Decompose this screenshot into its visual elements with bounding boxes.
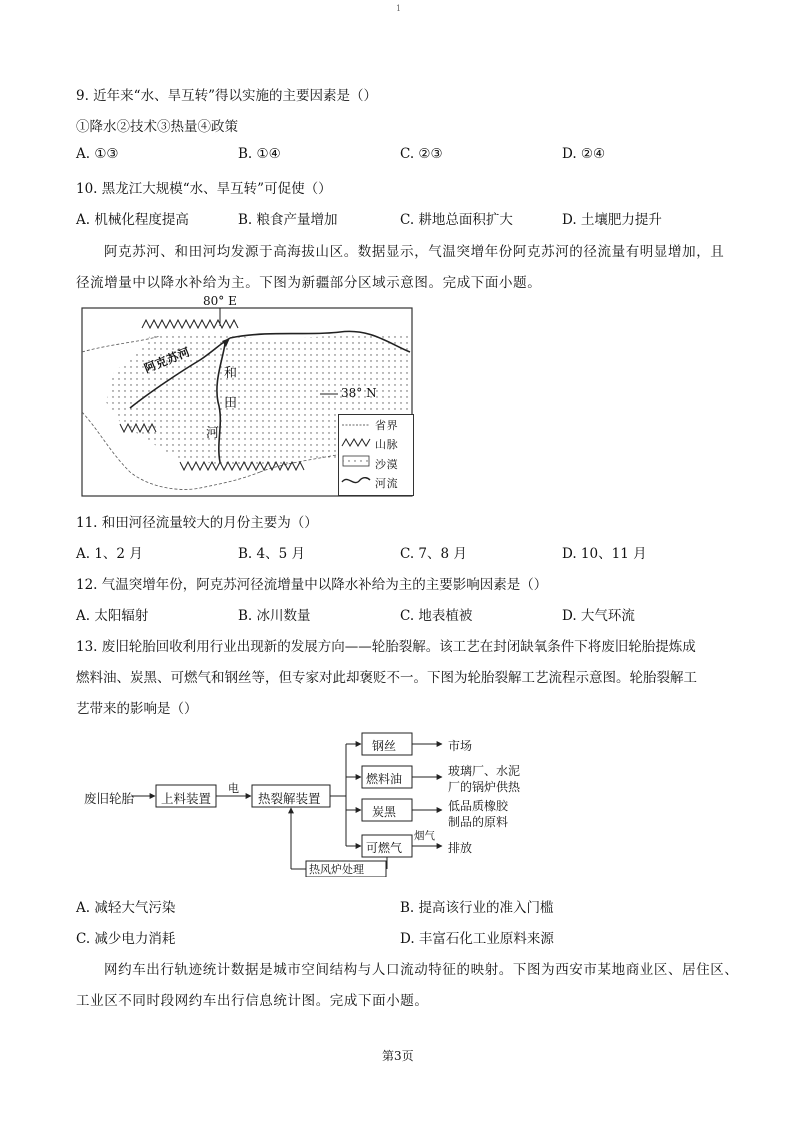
q12-stem: 12. 气温突增年份，阿克苏河径流增量中以降水补给为主的主要影响因素是（） bbox=[76, 577, 548, 593]
hetian-label-3: 河 bbox=[206, 426, 220, 441]
legend-desert: 沙漠 bbox=[375, 458, 399, 471]
q9-option-a[interactable]: A. ①③ bbox=[76, 146, 119, 162]
q12-option-b[interactable]: B. 冰川数量 bbox=[238, 608, 311, 624]
q10-option-a[interactable]: A. 机械化程度提高 bbox=[76, 212, 189, 228]
passage2-line2: 工业区不同时段网约车出行信息统计图。完成下面小题。 bbox=[76, 993, 429, 1009]
q13-option-b[interactable]: B. 提高该行业的准入门槛 bbox=[400, 900, 554, 916]
page-number: 第3页 bbox=[382, 1049, 414, 1063]
q13-line3: 艺带来的影响是（） bbox=[76, 701, 198, 717]
q10-option-c[interactable]: C. 耕地总面积扩大 bbox=[400, 212, 513, 228]
product-oil: 燃料油 bbox=[366, 772, 403, 786]
legend-river-symbol bbox=[342, 478, 370, 483]
flow-power: 电 bbox=[228, 782, 239, 795]
q13-line1: 13. 废旧轮胎回收利用行业出现新的发展方向——轮胎裂解。该工艺在封闭缺氧条件下将废旧轮胎提炼成 bbox=[76, 639, 696, 655]
passage2-line1: 网约车出行轨迹统计数据是城市空间结构与人口流动特征的映射。下图为西安市某地商业区、居住区、 bbox=[104, 962, 739, 978]
legend-mountain: 山脉 bbox=[375, 438, 399, 451]
legend-river: 河流 bbox=[375, 477, 399, 490]
use-rubber: 低品质橡胶 bbox=[448, 799, 509, 813]
flow-reactor: 热裂解装置 bbox=[258, 791, 321, 806]
q12-option-c[interactable]: C. 地表植被 bbox=[400, 608, 473, 624]
q9-option-d[interactable]: D. ②④ bbox=[562, 146, 606, 162]
product-gas: 可燃气 bbox=[366, 841, 403, 855]
flow-loader: 上料装置 bbox=[161, 791, 212, 806]
legend-desert-symbol bbox=[343, 456, 369, 466]
q12-option-d[interactable]: D. 大气环流 bbox=[562, 608, 635, 624]
product-steel: 钢丝 bbox=[372, 739, 397, 753]
q13-option-d[interactable]: D. 丰富石化工业原料来源 bbox=[400, 931, 554, 947]
q11-option-c[interactable]: C. 7、8 月 bbox=[400, 546, 467, 562]
q9-option-c[interactable]: C. ②③ bbox=[400, 146, 443, 162]
flue-gas-label: 烟气 bbox=[414, 830, 435, 842]
passage1-line2: 径流增量中以降水补给为主。下图为新疆部分区域示意图。完成下面小题。 bbox=[76, 275, 542, 291]
hetian-label-1: 和 bbox=[224, 366, 238, 381]
passage1-line1: 阿克苏河、和田河均发源于高海拔山区。数据显示，气温突增年份阿克苏河的径流量有明显增加，且 bbox=[104, 244, 725, 260]
q10-option-d[interactable]: D. 土壤肥力提升 bbox=[562, 212, 662, 228]
q9-stem: 9. 近年来“水、旱互转”得以实施的主要因素是（） bbox=[76, 88, 377, 104]
legend-border: 省界 bbox=[375, 419, 399, 432]
product-carbon: 炭黑 bbox=[372, 805, 397, 819]
q11-stem: 11. 和田河径流量较大的月份主要为（） bbox=[76, 515, 318, 531]
akesu-river-label: 阿克苏河 bbox=[142, 344, 193, 376]
q10-stem: 10. 黑龙江大规模“水、旱互转”可促使（） bbox=[76, 181, 332, 197]
legend-mountain-symbol bbox=[342, 439, 370, 446]
q13-line2: 燃料油、炭黑、可燃气和钢丝等，但专家对此却褒贬不一。下图为轮胎裂解工艺流程示意图。轮胎裂解工 bbox=[76, 670, 697, 686]
use-glass-cement: 玻璃厂、水泥 bbox=[448, 764, 521, 778]
q9-option-b[interactable]: B. ①④ bbox=[238, 146, 281, 162]
flow-input: 废旧轮胎 bbox=[84, 791, 135, 806]
legend-symbols bbox=[340, 416, 372, 492]
use-boiler: 厂的锅炉供热 bbox=[448, 780, 521, 794]
use-raw-material: 制品的原料 bbox=[448, 815, 509, 829]
use-emission: 排放 bbox=[448, 841, 473, 855]
furnace-label: 热风炉处理 bbox=[309, 863, 364, 876]
lat-label: 38° N bbox=[341, 386, 377, 400]
lon-label: 80° E bbox=[203, 294, 237, 308]
q11-option-b[interactable]: B. 4、5 月 bbox=[238, 546, 305, 562]
hetian-label-2: 田 bbox=[224, 396, 238, 411]
q12-option-a[interactable]: A. 太阳辐射 bbox=[76, 608, 149, 624]
use-market: 市场 bbox=[448, 739, 473, 753]
q11-option-a[interactable]: A. 1、2 月 bbox=[76, 546, 143, 562]
q10-option-b[interactable]: B. 粮食产量增加 bbox=[238, 212, 338, 228]
q13-option-a[interactable]: A. 减轻大气污染 bbox=[76, 900, 176, 916]
q13-option-c[interactable]: C. 减少电力消耗 bbox=[76, 931, 176, 947]
q9-items: ①降水②技术③热量④政策 bbox=[76, 119, 238, 135]
header-mark: 1 bbox=[396, 4, 402, 13]
q11-option-d[interactable]: D. 10、11 月 bbox=[562, 546, 647, 562]
